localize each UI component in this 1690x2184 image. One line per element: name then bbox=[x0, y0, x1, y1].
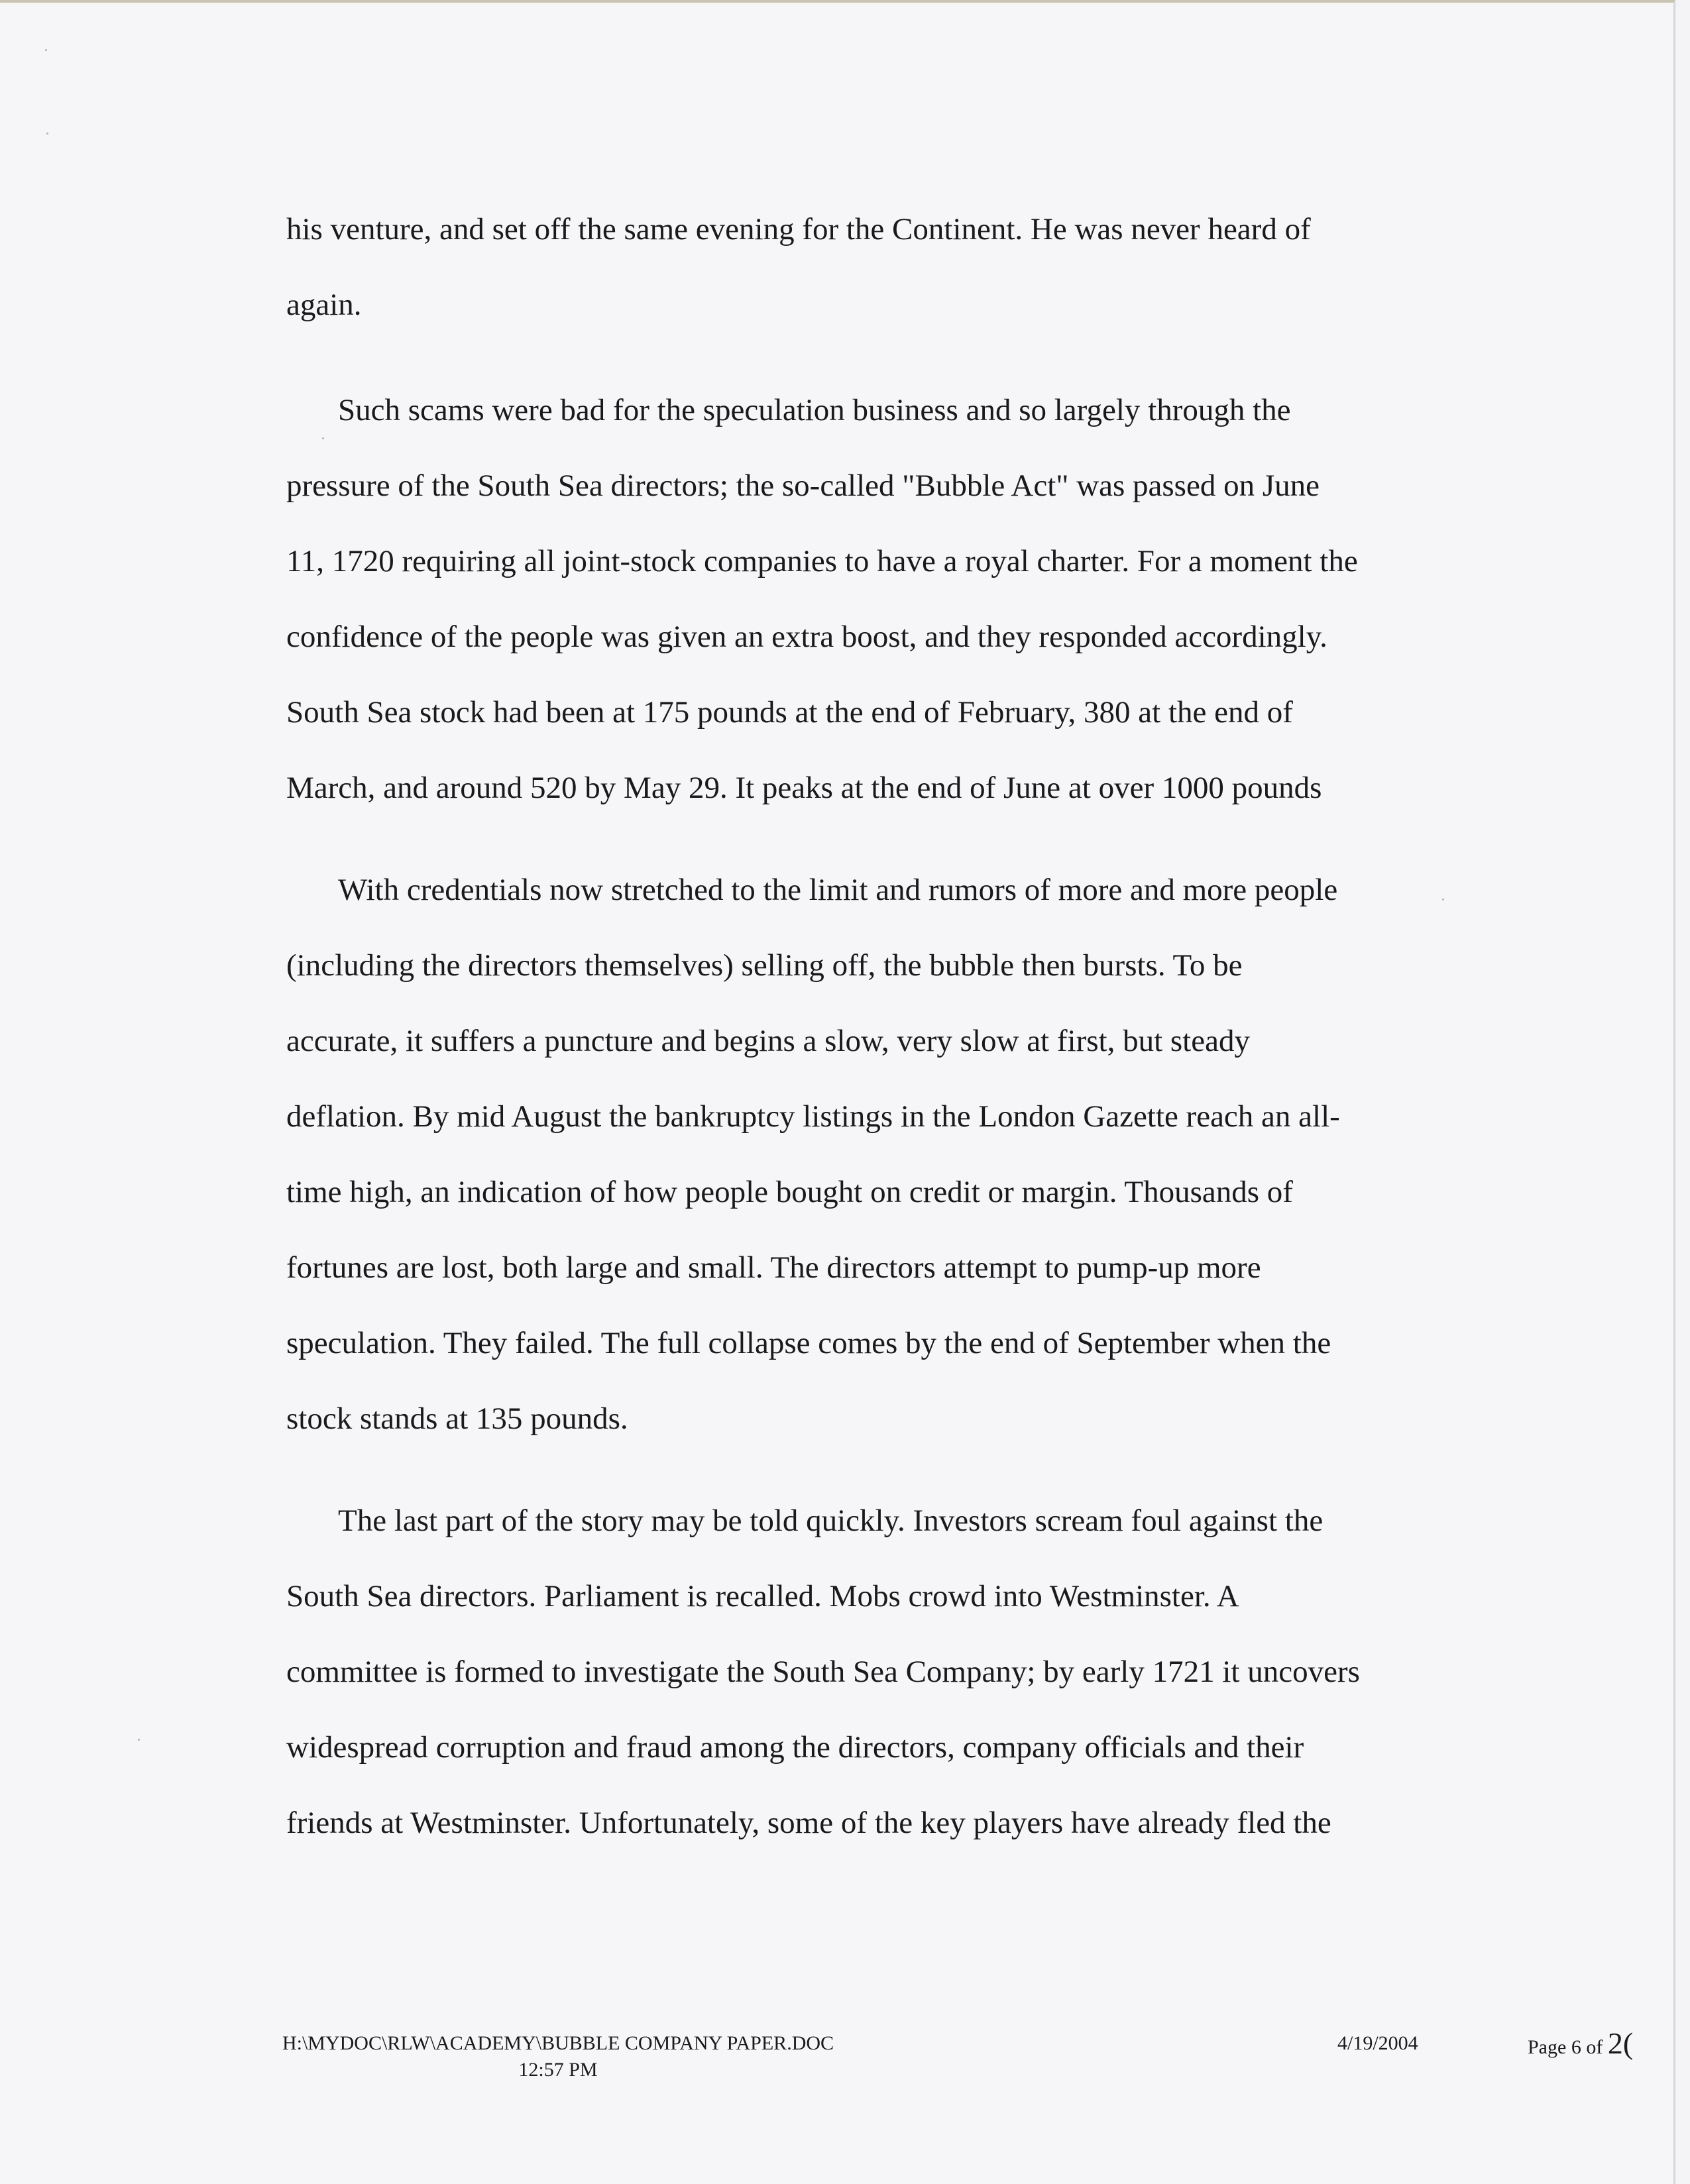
text-line: South Sea stock had been at 175 pounds at the end of February, 380 at the end of bbox=[286, 695, 1293, 730]
text-line: With credentials now stretched to the limit and rumors of more and more people bbox=[338, 873, 1338, 907]
text-line: widespread corruption and fraud among the directors, company officials and their bbox=[286, 1730, 1304, 1765]
paragraph bbox=[286, 191, 1439, 343]
text-line: fortunes are lost, both large and small. The directors attempt to pump-up more bbox=[286, 1250, 1261, 1285]
text-line: stock stands at 135 pounds. bbox=[286, 1401, 628, 1436]
text-line: his venture, and set off the same evening for the Continent. He was never heard of bbox=[286, 212, 1311, 246]
body-text bbox=[286, 191, 1439, 1861]
text-line: (including the directors themselves) selling off, the bubble then bursts. To be bbox=[286, 948, 1243, 983]
text-line: time high, an indication of how people bought on credit or margin. Thousands of bbox=[286, 1175, 1293, 1209]
text-line: March, and around 520 by May 29. It peaks at the end of June at over 1000 pounds bbox=[286, 771, 1322, 805]
footer-file-path: H:\MYDOC\RLW\ACADEMY\BUBBLE COMPANY PAPER.DOC bbox=[282, 2032, 834, 2054]
footer-file-info bbox=[240, 2030, 876, 2083]
scan-speck bbox=[45, 49, 47, 51]
footer-time: 12:57 PM bbox=[518, 2059, 598, 2081]
scan-speck bbox=[1442, 899, 1444, 901]
text-line: deflation. By mid August the bankruptcy listings in the London Gazette reach an all- bbox=[286, 1099, 1340, 1134]
footer-page-number bbox=[1528, 2026, 1634, 2061]
text-line: South Sea directors. Parliament is recalled. Mobs crowd into Westminster. A bbox=[286, 1579, 1239, 1613]
footer-date: 4/19/2004 bbox=[1337, 2032, 1418, 2054]
text-line: again. bbox=[286, 288, 362, 322]
scan-speck bbox=[46, 133, 48, 135]
text-line: committee is formed to investigate the South Sea Company; by early 1721 it uncovers bbox=[286, 1655, 1360, 1689]
text-line: pressure of the South Sea directors; the so-called "Bubble Act" was passed on June bbox=[286, 468, 1320, 503]
text-line: Such scams were bad for the speculation business and so largely through the bbox=[338, 393, 1291, 427]
text-line: confidence of the people was given an extra boost, and they responded accordingly. bbox=[286, 620, 1327, 654]
text-line: 11, 1720 requiring all joint-stock companies to have a royal charter. For a moment the bbox=[286, 544, 1358, 578]
text-line: speculation. They failed. The full collapse comes by the end of September when the bbox=[286, 1326, 1331, 1360]
text-line: accurate, it suffers a puncture and begins a slow, very slow at first, but steady bbox=[286, 1024, 1250, 1058]
paragraph bbox=[286, 372, 1439, 826]
scan-speck bbox=[138, 1739, 140, 1741]
paragraph bbox=[286, 852, 1439, 1456]
page-label: Page 6 of bbox=[1528, 2036, 1603, 2058]
paragraph bbox=[286, 1483, 1439, 1861]
page-total: 2( bbox=[1607, 2026, 1634, 2060]
text-line: friends at Westminster. Unfortunately, some of the key players have already fled the bbox=[286, 1806, 1331, 1840]
text-line: The last part of the story may be told quickly. Investors scream foul against the bbox=[338, 1503, 1324, 1538]
